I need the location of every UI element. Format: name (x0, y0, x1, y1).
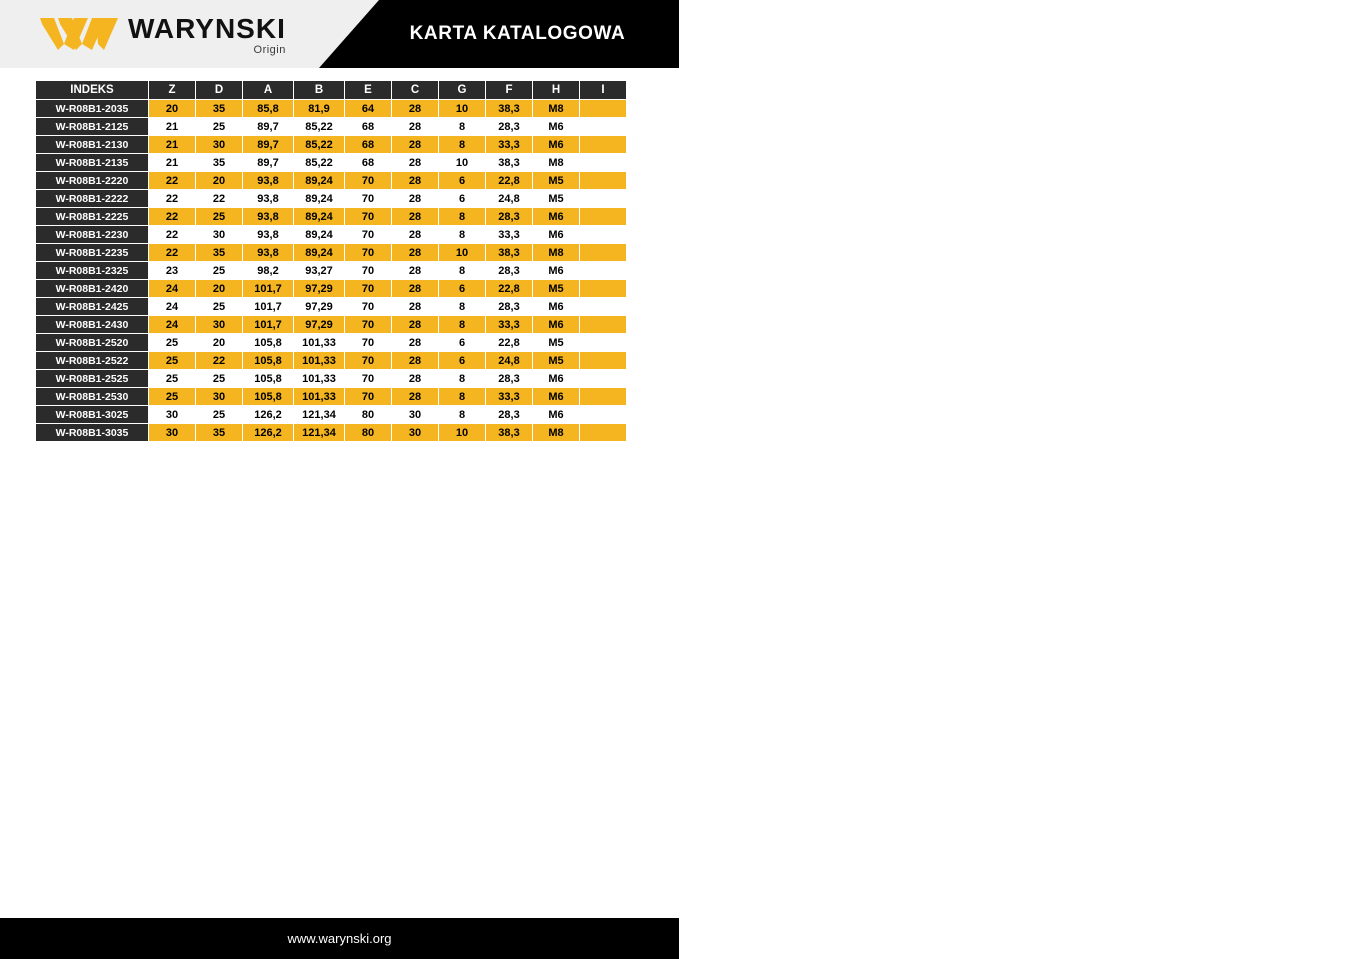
table-cell: 101,33 (294, 352, 344, 369)
table-cell (580, 352, 626, 369)
table-cell: 80 (345, 424, 391, 441)
table-cell (580, 316, 626, 333)
table-cell: 28 (392, 154, 438, 171)
table-cell: M6 (533, 298, 579, 315)
table-cell (580, 244, 626, 261)
column-header-e: E (345, 81, 391, 99)
table-cell: 25 (196, 118, 242, 135)
table-cell: 30 (149, 406, 195, 423)
table-cell: M6 (533, 262, 579, 279)
table-cell-index: W-R08B1-2525 (36, 370, 148, 387)
table-cell: 80 (345, 406, 391, 423)
table-cell: 21 (149, 136, 195, 153)
table-cell: 8 (439, 208, 485, 225)
table-cell-index: W-R08B1-3035 (36, 424, 148, 441)
table-cell: 28 (392, 352, 438, 369)
table-cell-index: W-R08B1-2325 (36, 262, 148, 279)
table-row (36, 172, 626, 189)
table-cell: 89,7 (243, 136, 293, 153)
table-cell: 28 (392, 190, 438, 207)
table-cell (580, 226, 626, 243)
table-cell: 24,8 (486, 352, 532, 369)
table-cell: 8 (439, 406, 485, 423)
table-cell: 30 (392, 424, 438, 441)
table-cell: 68 (345, 118, 391, 135)
table-cell: M5 (533, 334, 579, 351)
table-cell: 85,8 (243, 100, 293, 117)
table-row (36, 226, 626, 243)
table-cell-index: W-R08B1-2420 (36, 280, 148, 297)
table-cell: 105,8 (243, 334, 293, 351)
table-cell: 21 (149, 118, 195, 135)
table-cell: M8 (533, 424, 579, 441)
table-cell: M6 (533, 388, 579, 405)
table-cell: 6 (439, 334, 485, 351)
table-cell: 85,22 (294, 118, 344, 135)
table-cell: 30 (196, 226, 242, 243)
column-header-a: A (243, 81, 293, 99)
table-cell: 30 (196, 316, 242, 333)
table-row (36, 280, 626, 297)
table-cell: 25 (196, 406, 242, 423)
table-cell: 25 (149, 388, 195, 405)
table-cell: 22,8 (486, 280, 532, 297)
table-cell: 35 (196, 244, 242, 261)
table-row (36, 316, 626, 333)
table-cell: 8 (439, 298, 485, 315)
table-cell: 24 (149, 280, 195, 297)
table-row (36, 100, 626, 117)
table-cell: 28,3 (486, 370, 532, 387)
table-cell: 8 (439, 118, 485, 135)
table-row (36, 424, 626, 441)
table-cell: 64 (345, 100, 391, 117)
table-row (36, 154, 626, 171)
table-cell: 28 (392, 244, 438, 261)
table-cell: 25 (196, 298, 242, 315)
document-footer (0, 918, 679, 959)
table-cell-index: W-R08B1-2430 (36, 316, 148, 333)
table-cell: 28 (392, 208, 438, 225)
table-cell: 20 (196, 280, 242, 297)
table-cell: 10 (439, 154, 485, 171)
table-row (36, 118, 626, 135)
table-cell: 6 (439, 280, 485, 297)
table-cell: 98,2 (243, 262, 293, 279)
spec-table (35, 80, 627, 442)
column-header-g: G (439, 81, 485, 99)
table-cell-index: W-R08B1-3025 (36, 406, 148, 423)
table-cell: M6 (533, 226, 579, 243)
table-cell-index: W-R08B1-2520 (36, 334, 148, 351)
table-cell: 28 (392, 226, 438, 243)
table-cell: 28,3 (486, 262, 532, 279)
table-row (36, 190, 626, 207)
table-cell: 10 (439, 244, 485, 261)
table-cell: 30 (196, 388, 242, 405)
table-cell (580, 298, 626, 315)
table-cell: 22 (149, 190, 195, 207)
table-cell-index: W-R08B1-2130 (36, 136, 148, 153)
table-row (36, 370, 626, 387)
table-cell: 35 (196, 424, 242, 441)
table-cell: 20 (149, 100, 195, 117)
table-cell (580, 334, 626, 351)
column-header-f: F (486, 81, 532, 99)
table-cell: 28 (392, 298, 438, 315)
table-cell: 101,7 (243, 316, 293, 333)
table-cell: 28 (392, 280, 438, 297)
table-cell: 70 (345, 226, 391, 243)
table-cell: 8 (439, 316, 485, 333)
table-cell: 70 (345, 370, 391, 387)
table-cell: 93,27 (294, 262, 344, 279)
table-cell (580, 262, 626, 279)
table-cell (580, 388, 626, 405)
table-cell: M6 (533, 208, 579, 225)
table-cell-index: W-R08B1-2425 (36, 298, 148, 315)
table-cell: 28 (392, 316, 438, 333)
waryn-w-logo-icon (38, 14, 120, 54)
table-cell-index: W-R08B1-2230 (36, 226, 148, 243)
column-header-d: D (196, 81, 242, 99)
table-cell: 28,3 (486, 118, 532, 135)
table-cell: 8 (439, 136, 485, 153)
table-cell: 10 (439, 424, 485, 441)
page-title: KARTA KATALOGOWA (409, 23, 626, 44)
table-cell: 68 (345, 136, 391, 153)
table-row (36, 208, 626, 225)
table-cell: 70 (345, 244, 391, 261)
table-cell: 24 (149, 316, 195, 333)
table-cell: 70 (345, 334, 391, 351)
blank-right-area (679, 0, 1357, 959)
table-cell: 28,3 (486, 208, 532, 225)
table-cell: 22 (149, 172, 195, 189)
table-cell: 93,8 (243, 226, 293, 243)
table-cell: 38,3 (486, 154, 532, 171)
table-cell: 70 (345, 388, 391, 405)
brand-subtitle: Origin (253, 44, 286, 56)
table-cell: 21 (149, 154, 195, 171)
table-cell: 8 (439, 388, 485, 405)
table-cell: 30 (392, 406, 438, 423)
table-cell: 70 (345, 190, 391, 207)
table-cell: 22,8 (486, 334, 532, 351)
table-cell: 70 (345, 316, 391, 333)
table-cell-index: W-R08B1-2530 (36, 388, 148, 405)
table-cell: 6 (439, 190, 485, 207)
table-cell: 10 (439, 100, 485, 117)
column-header-z: Z (149, 81, 195, 99)
table-cell: 97,29 (294, 298, 344, 315)
table-cell: 101,33 (294, 388, 344, 405)
table-cell: 93,8 (243, 244, 293, 261)
table-cell: 101,7 (243, 280, 293, 297)
table-cell-index: W-R08B1-2222 (36, 190, 148, 207)
table-cell: M5 (533, 190, 579, 207)
table-cell: 20 (196, 172, 242, 189)
table-cell: 89,7 (243, 154, 293, 171)
table-cell: 33,3 (486, 316, 532, 333)
column-header-c: C (392, 81, 438, 99)
table-cell-index: W-R08B1-2225 (36, 208, 148, 225)
brand-name: WARYNSKI (128, 13, 286, 44)
table-cell: 28 (392, 136, 438, 153)
table-cell: 33,3 (486, 226, 532, 243)
spec-table-container (35, 80, 627, 442)
table-cell: 121,34 (294, 424, 344, 441)
table-cell: 25 (196, 208, 242, 225)
table-cell: 89,24 (294, 208, 344, 225)
table-cell: 105,8 (243, 352, 293, 369)
table-cell (580, 136, 626, 153)
table-cell-index: W-R08B1-2135 (36, 154, 148, 171)
table-cell: 93,8 (243, 172, 293, 189)
column-header-h: H (533, 81, 579, 99)
table-cell-index: W-R08B1-2522 (36, 352, 148, 369)
table-cell: 85,22 (294, 136, 344, 153)
table-cell: 89,24 (294, 172, 344, 189)
table-cell: 70 (345, 280, 391, 297)
table-row (36, 136, 626, 153)
table-cell: 6 (439, 172, 485, 189)
table-cell: 28 (392, 370, 438, 387)
table-cell: 35 (196, 100, 242, 117)
table-cell (580, 154, 626, 171)
table-row (36, 334, 626, 351)
table-cell-index: W-R08B1-2125 (36, 118, 148, 135)
table-cell: M6 (533, 370, 579, 387)
table-cell: 8 (439, 226, 485, 243)
table-cell: 70 (345, 208, 391, 225)
table-cell: M8 (533, 244, 579, 261)
column-header-indeks: INDEKS (36, 81, 148, 99)
spec-table-body (36, 100, 626, 441)
table-cell: 25 (149, 334, 195, 351)
table-cell: 22,8 (486, 172, 532, 189)
brand-text-block (128, 14, 286, 56)
table-cell: 25 (149, 370, 195, 387)
table-cell: 8 (439, 262, 485, 279)
table-cell: 28 (392, 172, 438, 189)
table-cell: M8 (533, 100, 579, 117)
table-cell-index: W-R08B1-2220 (36, 172, 148, 189)
table-cell: 23 (149, 262, 195, 279)
table-cell: 89,24 (294, 190, 344, 207)
table-cell: 8 (439, 370, 485, 387)
table-cell: 28 (392, 100, 438, 117)
table-header-row (36, 81, 626, 99)
table-cell: M5 (533, 352, 579, 369)
table-cell: 101,33 (294, 334, 344, 351)
table-cell: 105,8 (243, 388, 293, 405)
table-cell: 70 (345, 262, 391, 279)
table-cell: 24 (149, 298, 195, 315)
table-cell: 22 (149, 226, 195, 243)
table-cell: 24,8 (486, 190, 532, 207)
table-cell (580, 100, 626, 117)
table-cell: M5 (533, 172, 579, 189)
table-cell: 6 (439, 352, 485, 369)
table-cell (580, 172, 626, 189)
table-cell: M6 (533, 136, 579, 153)
table-row (36, 244, 626, 261)
table-cell (580, 208, 626, 225)
table-cell: 93,8 (243, 208, 293, 225)
brand-logo (38, 14, 286, 56)
table-cell: M5 (533, 280, 579, 297)
table-cell: 25 (196, 262, 242, 279)
table-cell: 89,24 (294, 226, 344, 243)
table-cell: 126,2 (243, 406, 293, 423)
table-cell: 105,8 (243, 370, 293, 387)
table-cell (580, 118, 626, 135)
table-cell: M6 (533, 316, 579, 333)
table-cell: 22 (149, 208, 195, 225)
table-cell: 30 (196, 136, 242, 153)
table-cell (580, 424, 626, 441)
table-cell (580, 406, 626, 423)
table-cell: 97,29 (294, 316, 344, 333)
table-cell: 70 (345, 172, 391, 189)
table-cell: 28,3 (486, 406, 532, 423)
table-row (36, 388, 626, 405)
table-cell: 28 (392, 262, 438, 279)
table-row (36, 262, 626, 279)
table-cell: 70 (345, 298, 391, 315)
table-cell: 20 (196, 334, 242, 351)
table-cell: 22 (149, 244, 195, 261)
table-cell: 68 (345, 154, 391, 171)
table-cell: M6 (533, 406, 579, 423)
table-cell-index: W-R08B1-2035 (36, 100, 148, 117)
table-cell-index: W-R08B1-2235 (36, 244, 148, 261)
table-cell: 30 (149, 424, 195, 441)
footer-website: www.warynski.org (287, 931, 392, 946)
column-header-b: B (294, 81, 344, 99)
table-cell (580, 370, 626, 387)
table-cell: 38,3 (486, 424, 532, 441)
document-header (0, 0, 679, 68)
column-header-i: I (580, 81, 626, 99)
table-cell: 33,3 (486, 388, 532, 405)
table-row (36, 298, 626, 315)
table-row (36, 352, 626, 369)
table-cell: 38,3 (486, 100, 532, 117)
table-cell: 28 (392, 388, 438, 405)
table-cell: 25 (149, 352, 195, 369)
table-cell: 33,3 (486, 136, 532, 153)
table-cell: 101,33 (294, 370, 344, 387)
table-cell: 101,7 (243, 298, 293, 315)
table-cell: 93,8 (243, 190, 293, 207)
table-cell: 126,2 (243, 424, 293, 441)
table-cell: 70 (345, 352, 391, 369)
table-cell: 28,3 (486, 298, 532, 315)
table-cell: 28 (392, 118, 438, 135)
table-cell: 121,34 (294, 406, 344, 423)
table-cell (580, 280, 626, 297)
table-cell: 81,9 (294, 100, 344, 117)
table-cell: 35 (196, 154, 242, 171)
table-row (36, 406, 626, 423)
table-cell: 25 (196, 370, 242, 387)
table-cell: 38,3 (486, 244, 532, 261)
table-cell: 97,29 (294, 280, 344, 297)
table-cell: 85,22 (294, 154, 344, 171)
table-cell: M8 (533, 154, 579, 171)
table-cell (580, 190, 626, 207)
table-cell: M6 (533, 118, 579, 135)
table-cell: 22 (196, 190, 242, 207)
table-cell: 89,7 (243, 118, 293, 135)
table-cell: 28 (392, 334, 438, 351)
table-cell: 22 (196, 352, 242, 369)
table-cell: 89,24 (294, 244, 344, 261)
